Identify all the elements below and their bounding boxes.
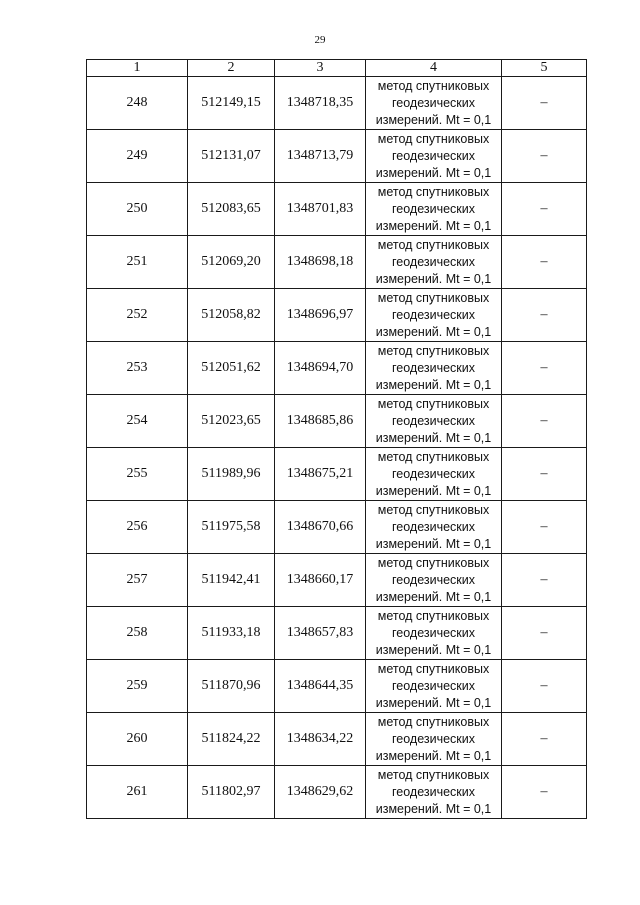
x-coordinate-cell: 511933,18 [188, 607, 275, 660]
note-cell: – [502, 183, 587, 236]
method-line: измерений. Mt = 0,1 [375, 112, 492, 127]
note-cell: – [502, 713, 587, 766]
table-row [87, 395, 587, 448]
point-number-cell: 250 [87, 183, 188, 236]
note-cell: – [502, 130, 587, 183]
note-cell: – [502, 607, 587, 660]
method-line: измерений. Mt = 0,1 [375, 589, 492, 604]
method-line: геодезических [391, 360, 475, 375]
method-line: измерений. Mt = 0,1 [375, 430, 492, 445]
method-cell [366, 77, 502, 130]
method-line: геодезических [391, 95, 475, 110]
method-cell [366, 766, 502, 819]
table-row [87, 342, 587, 395]
table-body [87, 77, 587, 819]
y-coordinate-cell: 1348685,86 [275, 395, 366, 448]
header-col-3: 3 [275, 60, 366, 77]
point-number-cell: 254 [87, 395, 188, 448]
header-col-5: 5 [502, 60, 587, 77]
method-cell [366, 713, 502, 766]
y-coordinate-cell: 1348701,83 [275, 183, 366, 236]
x-coordinate-cell: 511989,96 [188, 448, 275, 501]
note-cell: – [502, 236, 587, 289]
method-line: метод спутниковых [377, 608, 490, 623]
method-cell [366, 448, 502, 501]
method-line: геодезических [391, 572, 475, 587]
method-line: геодезических [391, 254, 475, 269]
method-line: метод спутниковых [377, 131, 490, 146]
x-coordinate-cell: 512069,20 [188, 236, 275, 289]
method-cell [366, 342, 502, 395]
method-line: геодезических [391, 784, 475, 799]
method-line: геодезических [391, 625, 475, 640]
method-line: геодезических [391, 148, 475, 163]
method-line: измерений. Mt = 0,1 [375, 642, 492, 657]
table-row [87, 448, 587, 501]
point-number-cell: 261 [87, 766, 188, 819]
x-coordinate-cell: 511802,97 [188, 766, 275, 819]
table-row [87, 236, 587, 289]
x-coordinate-cell: 512051,62 [188, 342, 275, 395]
y-coordinate-cell: 1348718,35 [275, 77, 366, 130]
table-row [87, 607, 587, 660]
method-cell [366, 607, 502, 660]
method-cell [366, 501, 502, 554]
y-coordinate-cell: 1348698,18 [275, 236, 366, 289]
y-coordinate-cell: 1348694,70 [275, 342, 366, 395]
x-coordinate-cell: 512083,65 [188, 183, 275, 236]
y-coordinate-cell: 1348629,62 [275, 766, 366, 819]
page-number: 29 [314, 34, 326, 46]
x-coordinate-cell: 512023,65 [188, 395, 275, 448]
method-line: измерений. Mt = 0,1 [375, 483, 492, 498]
method-line: измерений. Mt = 0,1 [375, 324, 492, 339]
method-cell [366, 554, 502, 607]
point-number-cell: 251 [87, 236, 188, 289]
x-coordinate-cell: 511942,41 [188, 554, 275, 607]
method-line: измерений. Mt = 0,1 [375, 218, 492, 233]
method-line: метод спутниковых [377, 767, 490, 782]
point-number-cell: 249 [87, 130, 188, 183]
coordinates-table [86, 59, 587, 819]
point-number-cell: 248 [87, 77, 188, 130]
header-row [87, 60, 587, 77]
method-line: метод спутниковых [377, 290, 490, 305]
table-row [87, 289, 587, 342]
method-line: геодезических [391, 731, 475, 746]
x-coordinate-cell: 512131,07 [188, 130, 275, 183]
method-line: метод спутниковых [377, 661, 490, 676]
method-line: геодезических [391, 307, 475, 322]
method-line: метод спутниковых [377, 237, 490, 252]
method-line: метод спутниковых [377, 555, 490, 570]
note-cell: – [502, 660, 587, 713]
table-row [87, 660, 587, 713]
point-number-cell: 252 [87, 289, 188, 342]
method-line: метод спутниковых [377, 343, 490, 358]
point-number-cell: 259 [87, 660, 188, 713]
point-number-cell: 253 [87, 342, 188, 395]
table-row [87, 554, 587, 607]
method-cell [366, 130, 502, 183]
method-line: измерений. Mt = 0,1 [375, 165, 492, 180]
method-line: метод спутниковых [377, 502, 490, 517]
method-line: метод спутниковых [377, 449, 490, 464]
method-cell [366, 183, 502, 236]
method-line: измерений. Mt = 0,1 [375, 695, 492, 710]
x-coordinate-cell: 512149,15 [188, 77, 275, 130]
method-line: измерений. Mt = 0,1 [375, 271, 492, 286]
y-coordinate-cell: 1348634,22 [275, 713, 366, 766]
method-line: измерений. Mt = 0,1 [375, 748, 492, 763]
method-line: геодезических [391, 466, 475, 481]
note-cell: – [502, 342, 587, 395]
y-coordinate-cell: 1348660,17 [275, 554, 366, 607]
note-cell: – [502, 554, 587, 607]
point-number-cell: 256 [87, 501, 188, 554]
note-cell: – [502, 501, 587, 554]
method-line: измерений. Mt = 0,1 [375, 801, 492, 816]
table-row [87, 77, 587, 130]
note-cell: – [502, 395, 587, 448]
x-coordinate-cell: 512058,82 [188, 289, 275, 342]
y-coordinate-cell: 1348696,97 [275, 289, 366, 342]
table-row [87, 766, 587, 819]
point-number-cell: 257 [87, 554, 188, 607]
y-coordinate-cell: 1348713,79 [275, 130, 366, 183]
point-number-cell: 258 [87, 607, 188, 660]
note-cell: – [502, 766, 587, 819]
note-cell: – [502, 448, 587, 501]
x-coordinate-cell: 511975,58 [188, 501, 275, 554]
header-col-1: 1 [87, 60, 188, 77]
method-line: метод спутниковых [377, 714, 490, 729]
table-row [87, 130, 587, 183]
method-line: метод спутниковых [377, 78, 490, 93]
method-cell [366, 289, 502, 342]
table-row [87, 713, 587, 766]
method-line: геодезических [391, 519, 475, 534]
method-cell [366, 395, 502, 448]
point-number-cell: 260 [87, 713, 188, 766]
method-line: геодезических [391, 201, 475, 216]
method-cell [366, 236, 502, 289]
x-coordinate-cell: 511824,22 [188, 713, 275, 766]
method-line: геодезических [391, 678, 475, 693]
header-col-4: 4 [366, 60, 502, 77]
method-cell [366, 660, 502, 713]
y-coordinate-cell: 1348644,35 [275, 660, 366, 713]
header-col-2: 2 [188, 60, 275, 77]
method-line: геодезических [391, 413, 475, 428]
table-row [87, 183, 587, 236]
method-line: метод спутниковых [377, 396, 490, 411]
note-cell: – [502, 77, 587, 130]
method-line: измерений. Mt = 0,1 [375, 536, 492, 551]
method-line: метод спутниковых [377, 184, 490, 199]
x-coordinate-cell: 511870,96 [188, 660, 275, 713]
table-row [87, 501, 587, 554]
y-coordinate-cell: 1348675,21 [275, 448, 366, 501]
note-cell: – [502, 289, 587, 342]
method-line: измерений. Mt = 0,1 [375, 377, 492, 392]
y-coordinate-cell: 1348670,66 [275, 501, 366, 554]
y-coordinate-cell: 1348657,83 [275, 607, 366, 660]
point-number-cell: 255 [87, 448, 188, 501]
